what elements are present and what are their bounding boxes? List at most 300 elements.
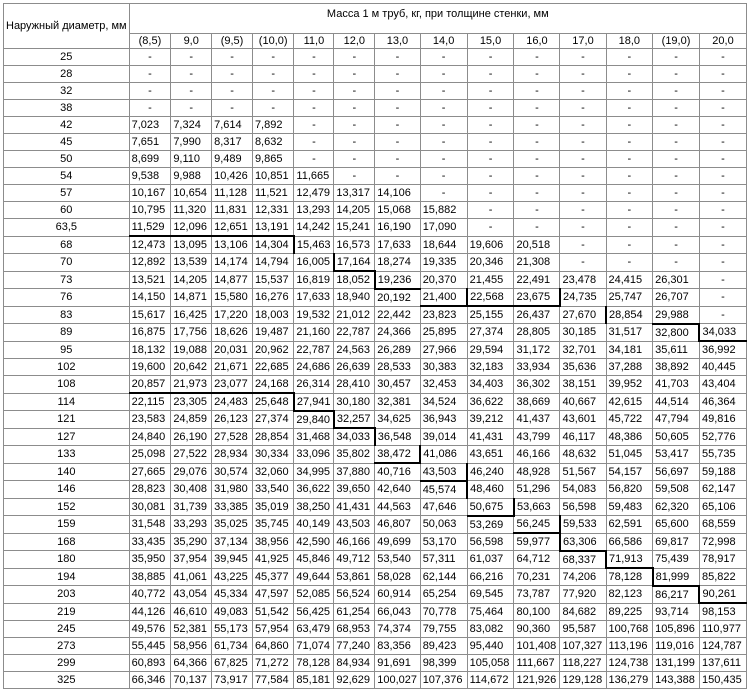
mass-cell: 73,917 bbox=[212, 672, 253, 689]
mass-cell: 43,054 bbox=[171, 586, 212, 604]
mass-cell: 35,025 bbox=[212, 516, 253, 534]
mass-cell: 45,334 bbox=[212, 586, 253, 604]
mass-cell: - bbox=[375, 66, 420, 83]
mass-cell: 40,716 bbox=[375, 463, 420, 481]
mass-cell: 24,859 bbox=[171, 411, 212, 429]
mass-cell: - bbox=[171, 83, 212, 100]
mass-cell: 46,610 bbox=[171, 603, 212, 621]
table-row bbox=[4, 306, 747, 324]
mass-cell: 16,875 bbox=[129, 324, 171, 342]
mass-cell: 92,629 bbox=[334, 672, 375, 689]
mass-cell: 26,301 bbox=[653, 271, 700, 289]
mass-cell: - bbox=[653, 185, 700, 202]
mass-cell: 48,460 bbox=[467, 481, 514, 499]
mass-cell: 22,568 bbox=[467, 289, 514, 307]
mass-cell: 43,503 bbox=[334, 516, 375, 534]
mass-cell: 34,181 bbox=[606, 341, 653, 359]
mass-cell: 49,644 bbox=[294, 568, 334, 586]
mass-cell: - bbox=[653, 83, 700, 100]
mass-cell: 72,998 bbox=[699, 533, 746, 551]
mass-cell: 26,437 bbox=[514, 306, 560, 324]
mass-cell: 30,185 bbox=[560, 324, 606, 342]
mass-cell: 14,150 bbox=[129, 289, 171, 307]
mass-cell: 59,508 bbox=[653, 481, 700, 499]
diameter-cell: 108 bbox=[4, 376, 130, 394]
mass-cell: 110,977 bbox=[699, 621, 746, 638]
mass-cell: 84,934 bbox=[334, 655, 375, 672]
mass-cell: - bbox=[252, 83, 293, 100]
mass-cell: 54,157 bbox=[606, 463, 653, 481]
mass-cell: 43,225 bbox=[212, 568, 253, 586]
mass-cell: - bbox=[467, 185, 514, 202]
mass-cell: 81,999 bbox=[653, 568, 700, 586]
mass-cell: 22,115 bbox=[129, 393, 171, 411]
diameter-cell: 32 bbox=[4, 83, 130, 100]
mass-cell: 12,331 bbox=[252, 202, 293, 219]
mass-cell: 21,160 bbox=[294, 324, 334, 342]
diameter-cell: 83 bbox=[4, 306, 130, 324]
table-row bbox=[4, 324, 747, 342]
mass-cell: - bbox=[606, 83, 653, 100]
mass-cell: 31,172 bbox=[514, 341, 560, 359]
mass-cell: 82,123 bbox=[606, 586, 653, 604]
mass-cell: 46,117 bbox=[560, 428, 606, 446]
mass-cell: 19,606 bbox=[467, 236, 514, 254]
mass-cell: 57,954 bbox=[252, 621, 293, 638]
mass-cell: 24,735 bbox=[560, 289, 606, 307]
diameter-cell: 168 bbox=[4, 533, 130, 551]
table-row bbox=[4, 236, 747, 254]
mass-cell: - bbox=[171, 49, 212, 66]
mass-cell: 28,533 bbox=[375, 359, 420, 376]
mass-cell: 31,517 bbox=[606, 324, 653, 342]
mass-cell: 118,227 bbox=[560, 655, 606, 672]
mass-cell: - bbox=[699, 100, 746, 117]
mass-cell: 20,370 bbox=[420, 271, 467, 289]
mass-cell: 9,489 bbox=[212, 151, 253, 168]
mass-cell: 44,563 bbox=[375, 498, 420, 516]
mass-cell: 45,722 bbox=[606, 411, 653, 429]
mass-cell: 34,033 bbox=[334, 428, 375, 446]
mass-cell: - bbox=[375, 100, 420, 117]
mass-cell: 23,675 bbox=[514, 289, 560, 307]
mass-cell: - bbox=[560, 219, 606, 237]
mass-cell: 65,600 bbox=[653, 516, 700, 534]
mass-cell: 64,860 bbox=[252, 638, 293, 655]
mass-cell: 16,276 bbox=[252, 289, 293, 307]
mass-cell: 50,675 bbox=[467, 498, 514, 516]
mass-cell: 26,289 bbox=[375, 341, 420, 359]
mass-cell: 56,598 bbox=[560, 498, 606, 516]
mass-cell: 11,529 bbox=[129, 219, 171, 237]
mass-cell: - bbox=[252, 49, 293, 66]
mass-cell: - bbox=[606, 202, 653, 219]
mass-cell: 91,691 bbox=[375, 655, 420, 672]
diameter-cell: 68 bbox=[4, 236, 130, 254]
mass-cell: 57,311 bbox=[420, 551, 467, 569]
mass-cell: - bbox=[334, 66, 375, 83]
mass-cell: - bbox=[606, 236, 653, 254]
mass-cell: 8,699 bbox=[129, 151, 171, 168]
mass-cell: 9,538 bbox=[129, 168, 171, 185]
thickness-header: 16,0 bbox=[514, 34, 560, 49]
mass-cell: 9,865 bbox=[252, 151, 293, 168]
mass-cell: - bbox=[606, 254, 653, 272]
mass-cell: 21,973 bbox=[171, 376, 212, 394]
mass-cell: - bbox=[699, 271, 746, 289]
mass-cell: 26,707 bbox=[653, 289, 700, 307]
diameter-cell: 121 bbox=[4, 411, 130, 429]
mass-cell: 71,074 bbox=[294, 638, 334, 655]
mass-cell: 74,374 bbox=[375, 621, 420, 638]
mass-cell: 78,128 bbox=[294, 655, 334, 672]
mass-cell: 9,988 bbox=[171, 168, 212, 185]
mass-cell: 31,548 bbox=[129, 516, 171, 534]
mass-cell: 14,304 bbox=[252, 236, 293, 254]
mass-cell: - bbox=[699, 254, 746, 272]
mass-cell: - bbox=[294, 117, 334, 134]
mass-cell: 13,106 bbox=[212, 236, 253, 254]
mass-cell: 16,573 bbox=[334, 236, 375, 254]
mass-cell: 70,137 bbox=[171, 672, 212, 689]
mass-cell: 47,794 bbox=[653, 411, 700, 429]
mass-cell: 29,076 bbox=[171, 463, 212, 481]
mass-cell: - bbox=[420, 66, 467, 83]
mass-cell: 78,917 bbox=[699, 551, 746, 569]
mass-cell: 30,081 bbox=[129, 498, 171, 516]
thickness-header: 13,0 bbox=[375, 34, 420, 49]
mass-cell: 38,885 bbox=[129, 568, 171, 586]
mass-cell: - bbox=[212, 83, 253, 100]
mass-cell: - bbox=[606, 100, 653, 117]
mass-cell: - bbox=[334, 168, 375, 185]
mass-cell: 66,216 bbox=[467, 568, 514, 586]
mass-cell: - bbox=[653, 254, 700, 272]
mass-cell: 18,644 bbox=[420, 236, 467, 254]
mass-cell: 25,155 bbox=[467, 306, 514, 324]
mass-cell: 38,669 bbox=[514, 393, 560, 411]
mass-cell: 32,800 bbox=[653, 324, 700, 342]
mass-cell: 22,787 bbox=[334, 324, 375, 342]
mass-cell: 77,240 bbox=[334, 638, 375, 655]
mass-cell: 10,654 bbox=[171, 185, 212, 202]
mass-cell: 41,925 bbox=[252, 551, 293, 569]
mass-cell: 19,088 bbox=[171, 341, 212, 359]
table-row bbox=[4, 271, 747, 289]
table-row bbox=[4, 446, 747, 464]
mass-cell: - bbox=[171, 66, 212, 83]
table-row bbox=[4, 341, 747, 359]
mass-cell: 24,168 bbox=[252, 376, 293, 394]
mass-cell: 44,126 bbox=[129, 603, 171, 621]
mass-cell: 98,399 bbox=[420, 655, 467, 672]
mass-cell: 7,023 bbox=[129, 117, 171, 134]
mass-cell: 131,199 bbox=[653, 655, 700, 672]
pipe-mass-table-container bbox=[3, 3, 747, 689]
mass-cell: 77,920 bbox=[560, 586, 606, 604]
mass-cell: 59,533 bbox=[560, 516, 606, 534]
mass-cell: 77,584 bbox=[252, 672, 293, 689]
mass-cell: 32,381 bbox=[375, 393, 420, 411]
mass-cell: 18,132 bbox=[129, 341, 171, 359]
mass-cell: 17,220 bbox=[212, 306, 253, 324]
mass-cell: 13,521 bbox=[129, 271, 171, 289]
mass-cell: - bbox=[699, 185, 746, 202]
mass-cell: - bbox=[560, 134, 606, 151]
mass-cell: - bbox=[653, 202, 700, 219]
mass-cell: 18,626 bbox=[212, 324, 253, 342]
mass-cell: 33,934 bbox=[514, 359, 560, 376]
mass-cell: 15,068 bbox=[375, 202, 420, 219]
mass-cell: 11,320 bbox=[171, 202, 212, 219]
mass-cell: 67,825 bbox=[212, 655, 253, 672]
table-row bbox=[4, 134, 747, 151]
mass-cell: 111,667 bbox=[514, 655, 560, 672]
table-row bbox=[4, 185, 747, 202]
mass-cell: 16,425 bbox=[171, 306, 212, 324]
mass-cell: - bbox=[560, 254, 606, 272]
mass-cell: 27,665 bbox=[129, 463, 171, 481]
mass-cell: 17,090 bbox=[420, 219, 467, 237]
mass-cell: 32,453 bbox=[420, 376, 467, 394]
diameter-cell: 63,5 bbox=[4, 219, 130, 237]
thickness-header: 9,0 bbox=[171, 34, 212, 49]
mass-cell: 30,574 bbox=[212, 463, 253, 481]
mass-cell: 85,181 bbox=[294, 672, 334, 689]
mass-cell: - bbox=[294, 100, 334, 117]
mass-cell: - bbox=[699, 66, 746, 83]
mass-cell: 36,622 bbox=[467, 393, 514, 411]
mass-cell: 61,037 bbox=[467, 551, 514, 569]
mass-cell: - bbox=[606, 151, 653, 168]
mass-cell: - bbox=[212, 66, 253, 83]
mass-cell: 65,254 bbox=[420, 586, 467, 604]
mass-cell: 105,896 bbox=[653, 621, 700, 638]
table-row bbox=[4, 655, 747, 672]
mass-cell: 23,077 bbox=[212, 376, 253, 394]
table-row bbox=[4, 621, 747, 638]
diameter-cell: 127 bbox=[4, 428, 130, 446]
mass-cell: - bbox=[375, 49, 420, 66]
mass-cell: 121,926 bbox=[514, 672, 560, 689]
mass-cell: 29,594 bbox=[467, 341, 514, 359]
mass-cell: 89,225 bbox=[606, 603, 653, 621]
mass-cell: 19,600 bbox=[129, 359, 171, 376]
mass-cell: 11,665 bbox=[294, 168, 334, 185]
mass-cell: 80,100 bbox=[514, 603, 560, 621]
mass-cell: 78,128 bbox=[606, 568, 653, 586]
mass-cell: 25,648 bbox=[252, 393, 293, 411]
diameter-cell: 219 bbox=[4, 603, 130, 621]
mass-cell: 19,532 bbox=[294, 306, 334, 324]
mass-cell: 63,479 bbox=[294, 621, 334, 638]
mass-cell: 93,714 bbox=[653, 603, 700, 621]
mass-cell: 53,663 bbox=[514, 498, 560, 516]
diameter-cell: 194 bbox=[4, 568, 130, 586]
diameter-cell: 57 bbox=[4, 185, 130, 202]
thickness-header: 17,0 bbox=[560, 34, 606, 49]
diameter-cell: 146 bbox=[4, 481, 130, 499]
mass-cell: 64,712 bbox=[514, 551, 560, 569]
mass-cell: 28,854 bbox=[252, 428, 293, 446]
mass-cell: 30,457 bbox=[375, 376, 420, 394]
mass-cell: 17,756 bbox=[171, 324, 212, 342]
diameter-cell: 245 bbox=[4, 621, 130, 638]
mass-cell: 75,439 bbox=[653, 551, 700, 569]
table-header bbox=[4, 4, 747, 49]
mass-cell: 49,083 bbox=[212, 603, 253, 621]
mass-cell: - bbox=[699, 306, 746, 324]
mass-cell: 49,712 bbox=[334, 551, 375, 569]
mass-cell: 51,567 bbox=[560, 463, 606, 481]
mass-cell: 49,816 bbox=[699, 411, 746, 429]
mass-cell: - bbox=[420, 83, 467, 100]
mass-cell: 46,166 bbox=[334, 533, 375, 551]
mass-cell: 30,180 bbox=[334, 393, 375, 411]
mass-cell: 58,028 bbox=[375, 568, 420, 586]
diameter-cell: 203 bbox=[4, 586, 130, 604]
table-row bbox=[4, 289, 747, 307]
corner-header: Наружный диаметр, мм bbox=[4, 4, 130, 49]
mass-cell: - bbox=[375, 168, 420, 185]
mass-cell: - bbox=[560, 49, 606, 66]
mass-cell: 24,840 bbox=[129, 428, 171, 446]
mass-cell: - bbox=[334, 83, 375, 100]
mass-cell: 14,242 bbox=[294, 219, 334, 237]
mass-cell: - bbox=[560, 66, 606, 83]
mass-cell: 14,871 bbox=[171, 289, 212, 307]
mass-cell: - bbox=[294, 83, 334, 100]
mass-cell: 12,479 bbox=[294, 185, 334, 202]
mass-cell: 49,576 bbox=[129, 621, 171, 638]
mass-cell: 38,472 bbox=[375, 446, 420, 464]
mass-cell: - bbox=[171, 100, 212, 117]
mass-cell: 33,293 bbox=[171, 516, 212, 534]
diameter-cell: 140 bbox=[4, 463, 130, 481]
mass-cell: 83,356 bbox=[375, 638, 420, 655]
mass-cell: 9,110 bbox=[171, 151, 212, 168]
table-row bbox=[4, 603, 747, 621]
mass-cell: 35,636 bbox=[560, 359, 606, 376]
mass-cell: 119,016 bbox=[653, 638, 700, 655]
mass-cell: - bbox=[699, 168, 746, 185]
mass-cell: - bbox=[467, 168, 514, 185]
mass-cell: - bbox=[653, 168, 700, 185]
mass-cell: 137,611 bbox=[699, 655, 746, 672]
mass-cell: 15,463 bbox=[294, 236, 334, 254]
mass-cell: 68,953 bbox=[334, 621, 375, 638]
mass-cell: 14,205 bbox=[334, 202, 375, 219]
thickness-header: 11,0 bbox=[294, 34, 334, 49]
mass-cell: 31,468 bbox=[294, 428, 334, 446]
mass-cell: 14,877 bbox=[212, 271, 253, 289]
mass-cell: 55,735 bbox=[699, 446, 746, 464]
mass-cell: 98,153 bbox=[699, 603, 746, 621]
mass-cell: - bbox=[129, 49, 171, 66]
mass-cell: - bbox=[560, 83, 606, 100]
diameter-cell: 114 bbox=[4, 393, 130, 411]
mass-cell: - bbox=[699, 49, 746, 66]
mass-cell: 13,317 bbox=[334, 185, 375, 202]
table-row bbox=[4, 498, 747, 516]
mass-cell: 37,288 bbox=[606, 359, 653, 376]
table-row bbox=[4, 516, 747, 534]
mass-cell: 62,144 bbox=[420, 568, 467, 586]
table-row bbox=[4, 359, 747, 376]
mass-cell: 48,632 bbox=[560, 446, 606, 464]
mass-cell: - bbox=[212, 49, 253, 66]
mass-cell: 12,096 bbox=[171, 219, 212, 237]
mass-cell: 69,545 bbox=[467, 586, 514, 604]
mass-cell: 46,166 bbox=[514, 446, 560, 464]
mass-cell: 23,305 bbox=[171, 393, 212, 411]
mass-cell: 43,404 bbox=[699, 376, 746, 394]
mass-cell: - bbox=[699, 219, 746, 237]
mass-cell: - bbox=[514, 202, 560, 219]
mass-cell: 38,892 bbox=[653, 359, 700, 376]
mass-cell: 43,799 bbox=[514, 428, 560, 446]
mass-cell: 31,980 bbox=[212, 481, 253, 499]
mass-cell: 22,491 bbox=[514, 271, 560, 289]
mass-cell: 8,317 bbox=[212, 134, 253, 151]
mass-cell: 24,415 bbox=[606, 271, 653, 289]
mass-cell: 66,043 bbox=[375, 603, 420, 621]
mass-cell: 150,435 bbox=[699, 672, 746, 689]
mass-cell: 35,019 bbox=[252, 498, 293, 516]
mass-cell: 56,425 bbox=[294, 603, 334, 621]
mass-cell: - bbox=[514, 134, 560, 151]
mass-cell: 28,934 bbox=[212, 446, 253, 464]
mass-cell: 24,563 bbox=[334, 341, 375, 359]
diameter-cell: 299 bbox=[4, 655, 130, 672]
mass-cell: 35,950 bbox=[129, 551, 171, 569]
diameter-cell: 273 bbox=[4, 638, 130, 655]
mass-cell: 38,956 bbox=[252, 533, 293, 551]
table-row bbox=[4, 638, 747, 655]
mass-cell: 14,794 bbox=[252, 254, 293, 272]
mass-cell: - bbox=[514, 49, 560, 66]
mass-cell: 43,601 bbox=[560, 411, 606, 429]
mass-cell: 20,642 bbox=[171, 359, 212, 376]
mass-cell: 41,086 bbox=[420, 446, 467, 464]
diameter-cell: 102 bbox=[4, 359, 130, 376]
mass-cell: 62,320 bbox=[653, 498, 700, 516]
mass-cell: 31,739 bbox=[171, 498, 212, 516]
mass-cell: 37,880 bbox=[334, 463, 375, 481]
table-body bbox=[4, 49, 747, 689]
mass-cell: - bbox=[560, 100, 606, 117]
mass-cell: 143,388 bbox=[653, 672, 700, 689]
mass-cell: 16,819 bbox=[294, 271, 334, 289]
diameter-cell: 89 bbox=[4, 324, 130, 342]
table-row bbox=[4, 428, 747, 446]
diameter-cell: 76 bbox=[4, 289, 130, 307]
mass-cell: 10,795 bbox=[129, 202, 171, 219]
table-row bbox=[4, 568, 747, 586]
mass-cell: 27,374 bbox=[467, 324, 514, 342]
mass-cell: - bbox=[514, 83, 560, 100]
mass-cell: 47,597 bbox=[252, 586, 293, 604]
table-row bbox=[4, 533, 747, 551]
mass-cell: 53,540 bbox=[375, 551, 420, 569]
mass-cell: 56,820 bbox=[606, 481, 653, 499]
mass-cell: 47,646 bbox=[420, 498, 467, 516]
mass-cell: - bbox=[467, 83, 514, 100]
mass-cell: - bbox=[653, 100, 700, 117]
mass-cell: 42,640 bbox=[375, 481, 420, 499]
mass-cell: 26,190 bbox=[171, 428, 212, 446]
mass-cell: 58,956 bbox=[171, 638, 212, 655]
